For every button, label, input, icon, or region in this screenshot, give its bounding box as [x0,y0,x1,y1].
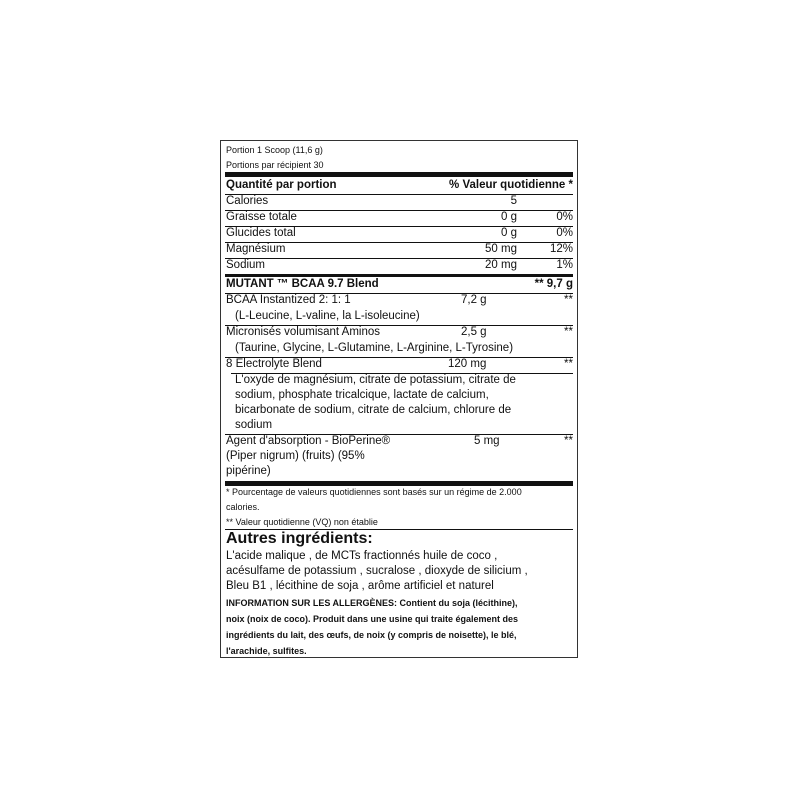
ingredients-text: Bleu B1 , lécithine de soja , arôme artificiel et naturel [226,580,494,592]
nutrient-name: Sodium [226,259,265,271]
nutrient-dv: 0% [556,211,573,223]
blend-item-name: Agent d'absorption - BioPerine® [226,435,391,447]
servings-per-container: Portions par récipient 30 [226,160,324,170]
allergen-info: noix (noix de coco). Produit dans une usine qui traite également des [226,614,519,624]
allergen-info: INFORMATION SUR LES ALLERGÈNES: Contient du soja (lécithine), [226,598,518,608]
nutrient-name: Glucides total [226,227,296,239]
blend-item-amount: 2,5 g [461,326,487,338]
nutrient-amount: 20 mg [485,259,517,271]
allergen-info: l'arachide, sulfites. [226,646,307,656]
footnote: calories. [226,502,260,512]
divider [225,194,573,195]
blend-item-name: 8 Electrolyte Blend [226,358,322,370]
thick-divider [225,172,573,177]
nutrient-dv: 1% [556,259,573,271]
blend-item-detail: sodium, phosphate tricalcique, lactate de calcium, [235,389,489,401]
blend-item-detail: bicarbonate de sodium, citrate de calcium, chlorure de [235,404,512,416]
nutrient-name: Calories [226,195,269,207]
serving-size: Portion 1 Scoop (11,6 g) [226,145,323,155]
ingredients-text: acésulfame de potassium , sucralose , dioxyde de silicium , [226,565,528,577]
blend-item-detail: L'oxyde de magnésium, citrate de potassium, citrate de [235,374,516,386]
nutrient-name: Graisse totale [226,211,297,223]
blend-item-name: BCAA Instantized 2: 1: 1 [226,294,351,306]
nutrition-facts-panel [220,140,578,658]
other-ingredients-title: Autres ingrédients: [226,530,373,547]
footnote: ** Valeur quotidienne (VQ) non établie [226,517,378,527]
nutrient-dv: 0% [556,227,573,239]
medium-divider [225,274,573,277]
blend-name: MUTANT ™ BCAA 9.7 Blend [226,278,379,290]
blend-item-dv: ** [564,326,573,338]
amount-per-serving-header: Quantité par portion [226,179,337,191]
footnote: * Pourcentage de valeurs quotidiennes sont basés sur un régime de 2.000 [226,487,522,497]
blend-item-amount: 5 mg [474,435,500,447]
nutrient-amount: 0 g [501,227,517,239]
nutrient-amount: 50 mg [485,243,517,255]
blend-item-dv: ** [564,358,573,370]
nutrient-amount: 5 [510,195,517,207]
divider [225,258,573,259]
allergen-info: ingrédients du lait, des œufs, de noix (y compris de noisette), le blé, [226,630,517,640]
blend-item-dv: ** [564,435,573,447]
thick-divider [225,481,573,486]
blend-item-dv: ** [564,294,573,306]
ingredients-text: L'acide malique , de MCTs fractionnés huile de coco , [226,550,498,562]
nutrient-amount: 0 g [501,211,517,223]
daily-value-header: % Valeur quotidienne * [449,179,573,191]
blend-item-name: pipérine) [226,465,271,477]
blend-amount: ** 9,7 g [534,278,573,290]
blend-item-name: Micronisés volumisant Aminos [226,326,381,338]
blend-item-amount: 120 mg [448,358,487,370]
nutrient-dv: 12% [549,243,573,255]
blend-item-name: (Piper nigrum) (fruits) (95% [226,450,365,462]
blend-item-amount: 7,2 g [461,294,487,306]
blend-item-detail: sodium [235,419,273,431]
blend-item-detail: (Taurine, Glycine, L-Glutamine, L-Arginine, L-Tyrosine) [235,342,514,354]
blend-item-detail: (L-Leucine, L-valine, la L-isoleucine) [235,310,420,322]
nutrient-name: Magnésium [226,243,286,255]
